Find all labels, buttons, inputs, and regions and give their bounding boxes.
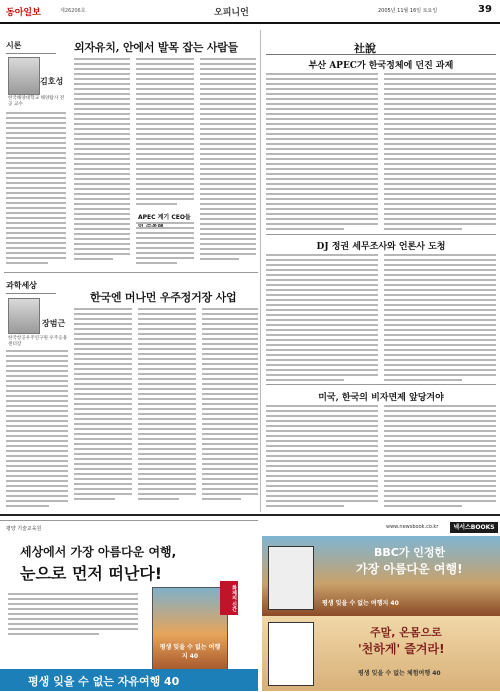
author-role: 한국해양대학교 해양탐사 전공 교수	[8, 96, 65, 107]
editorial3-body-b	[384, 405, 496, 510]
editorial-rule-2	[266, 234, 496, 235]
editorial-tag: 社說	[354, 42, 376, 55]
column-label-science: 과학세상	[6, 280, 56, 294]
column2-body-b	[138, 308, 196, 508]
ad-left-tagline: 세상에서 가장 아름다운 여행,	[20, 545, 177, 559]
ad-left-footer-title: 평생 잊을 수 없는 자유여행 40	[28, 675, 180, 688]
author2-photo	[8, 298, 40, 334]
ad-right-book2-cover[interactable]	[268, 622, 314, 686]
ad-left-badge: 화제의 신간	[220, 581, 238, 615]
advertisement-left[interactable]	[0, 520, 258, 692]
author2-role: 한국항공우주연구원 우주응용센터장	[8, 336, 68, 347]
ad-right-header	[262, 520, 500, 536]
advertisement-right[interactable]	[262, 520, 500, 691]
issue-number: 제26206호	[60, 8, 86, 14]
column1-subhead: APEC 계기 CEO들	[138, 214, 191, 221]
column1-body-b	[136, 58, 194, 208]
ad-left-copy	[8, 593, 138, 643]
ad-right-top-line2: 가장 아름다운 여행!	[356, 562, 463, 576]
column1-headline: 외자유치, 안에서 발목 잡는 사람들	[74, 41, 239, 54]
ad-right-mid-line1: 주말, 온몸으로	[370, 626, 442, 639]
column1-body-left	[6, 112, 66, 267]
editorial1-body-b	[384, 73, 496, 233]
editorial1-body-a	[266, 73, 378, 233]
editorial2-body-a	[266, 254, 378, 382]
ad-right-brand: 넥서스BOOKS	[450, 522, 498, 533]
page-vertical-divider	[260, 30, 261, 512]
ad-left-publisher: 평양 기술교육원	[6, 526, 42, 532]
ad-right-bottom-panel	[262, 616, 500, 691]
ad-left-footer-bar	[0, 669, 258, 691]
paper-name: 동아일보	[6, 8, 41, 18]
author2-name: 장범근	[42, 318, 66, 328]
ad-right-book1-cover[interactable]	[268, 546, 314, 610]
column2-body-a	[74, 308, 132, 508]
ad-right-book1: 평생 잊을 수 없는 여행지 40	[322, 600, 399, 607]
page-number: 39	[478, 4, 492, 15]
ad-left-book-cover[interactable]	[152, 587, 228, 673]
ad-right-book2: 평생 잊을 수 없는 체험여행 40	[358, 670, 441, 677]
ad-right-top-panel	[262, 536, 500, 616]
editorial-rule-3	[266, 384, 496, 385]
editorial2-headline: DJ 정권 세무조사와 언론사 도청	[316, 242, 446, 252]
ad-divider	[0, 514, 500, 516]
dateline: 2005년 11월 16일 토요일	[378, 8, 438, 14]
column1-body-a	[74, 58, 130, 268]
column2-body-left	[6, 350, 68, 510]
column-divider	[4, 272, 258, 273]
editorial3-headline: 미국, 한국의 비자면제 앞당겨야	[318, 393, 444, 403]
column2-body-c	[202, 308, 258, 508]
editorial-rule-top	[266, 54, 496, 55]
column2-headline: 한국엔 머나먼 우주정거장 사업	[90, 291, 237, 304]
ad-right-mid-line2: '천하게' 즐겨라!	[358, 642, 445, 656]
author-name: 김호성	[40, 76, 64, 86]
editorial1-headline: 부산 APEC가 한국정체에 던진 과제	[308, 61, 454, 71]
column1-body-c	[136, 222, 194, 268]
author-photo	[8, 57, 40, 95]
column1-body-d	[200, 58, 256, 268]
ad-right-top-line1: BBC가 인정한	[374, 546, 446, 559]
ad-right-site: www.newsbook.co.kr	[386, 524, 439, 530]
column-label-sironn: 시론	[6, 40, 56, 54]
masthead	[0, 0, 500, 24]
section-title: 오피니언	[214, 8, 249, 18]
editorial2-body-b	[384, 254, 496, 382]
editorial3-body-a	[266, 405, 378, 510]
ad-left-headline: 눈으로 먼저 떠난다!	[20, 564, 163, 583]
ad-left-book-title: 평생 잊을 수 없는 여행지 40	[159, 644, 221, 660]
